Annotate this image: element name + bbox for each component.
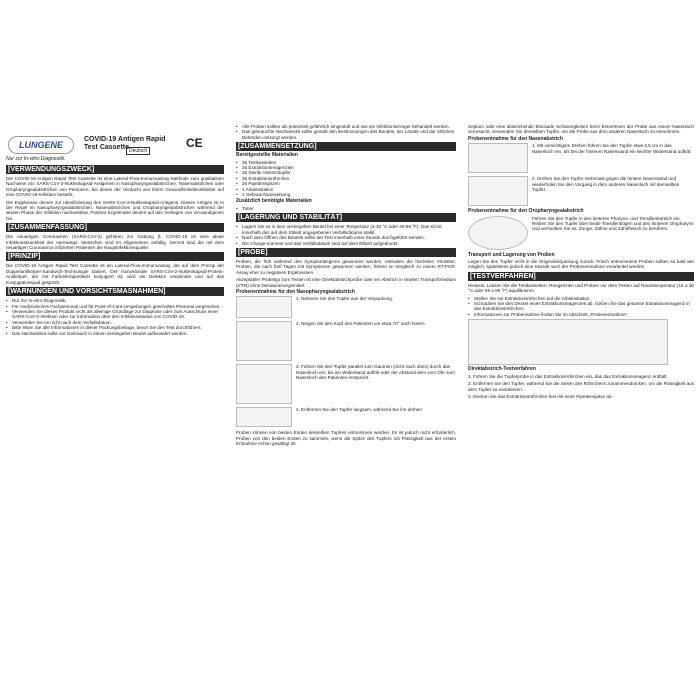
section-heading: [LAGERUNG UND STABILITÄT] <box>236 213 456 222</box>
list-item: • Die Charge-nummer und das Verfallsdatum sind auf dem Etikett aufgedruckt. <box>236 241 456 246</box>
header <box>6 136 224 156</box>
paragraph: Septum oder eine abweichende Blockade Schwierigkeiten beim Entnehmen der Probe aus einem Nasenloch verursacht, verwenden Sie denselben Tupfer, um die Probe aus dem anderen Nasenloch zu entnehmen. <box>468 124 694 135</box>
paragraph: Proben, die früh während des Symptombeginns gewonnen werden, enthalten die höchsten Virustiter; Proben, die nach fünf Tagen mit Symptomen gewonnen werden, führen im Vergleich zu einem RT-PCR-Assay eher zu negativen Ergebnissen. <box>236 258 456 275</box>
paragraph: 1. Führen Sie die Tupferprobe in das Extraktionsröhrchen ein, das das Extraktionsreagenz enthält. <box>468 373 668 379</box>
paragraph: Die COVID-19 Antigen Rapid Test Cassette ist ein Lateral-Flow-Immunoassay, der auf dem Prinzip der Doppelantikörper-Sandwich-Technologie basiert. Der monoklonale SARS-CoV-2-Nukleokapsid-Protein-Antikörper, der mit Farbmikropartikeln konjugiert ist, wird als Detektor verwendet und auf das Konjugationspad gesprüht. <box>6 263 224 285</box>
illustration <box>468 216 528 250</box>
step-row <box>468 216 694 250</box>
paragraph: Die Ergebnisse dienen zur Identifizierung des SARS-CoV-2-Nukleokapsid-Antigens. Dieses Antigen ist in der Regel im Nasopharyngealabstrichen, Nasenabstrichen und Oropharyngealabstrichen während der akuten Phase der Infektion nachweisbar. Positive Ergebnisse deuten auf das Vorliegen von Virusantigenen hin. <box>6 199 224 221</box>
paragraph: Akzeptabler Probetyp zum Testen ist eine Direktabstrichprobe oder ein Abstrich in viralem Transportmedium (VTM) ohne Denaturierungsmittel. <box>236 277 456 288</box>
list-item: • 25 Extraktionsröhrchen <box>236 176 456 181</box>
step-text: Führen Sie den Tupfer in den hinteren Pharynx- und Tonsillenbereich ein. Reiben Sie den Tupfer über beide Tonsillenbögen und den hinteren Oropharynx und vermeiden Sie es, Zunge, Zähne und Zahnfleisch zu berühren. <box>532 215 694 232</box>
section-heading: [ZUSAMMENSETZUNG] <box>236 142 456 151</box>
subheading: Probenentnahme für den Oropharyngealabstrich <box>468 208 584 215</box>
illustration <box>468 176 528 206</box>
illustration <box>468 143 528 173</box>
warnings-list <box>6 298 224 336</box>
subheading: Bereitgestellte Materialien <box>236 152 298 159</box>
product-title: COVID-19 Antigen Rapid Test Cassette <box>84 136 166 151</box>
paragraph: Hinweis: Lassen Sie die Testkassetten, Reagenzien und Proben vor dem Testen auf Raumtemperatur (15 ≥ 30 °C oder 59 ≥ 86 °F) äquilibrieren. <box>468 282 694 294</box>
paragraph: Die COVID-19 Antigen Rapid Test Cassette ist eine Lateral-Flow-Immunoassay-Methode zum qualitativen Nachweis von SARS-CoV-2-Nukleokapsid-Antigenen in Nasopharyngealabstrichen, Nasenabstrichen oder Oropharyngealabstrichen von Personen, bei denen der Verdacht von ihrem Gesundheitsdienstleister auf eine COVID-19-Infektion besteht. <box>6 176 224 198</box>
procedure-illustration <box>468 319 668 365</box>
list-item: • Verwenden Sie dieses Produkt nicht als alleinige Grundlage zur Diagnose oder zum Ausschluss einer SARS-CoV-2-Infektion oder zur Information über den Infektionsstatus von COVID-19. <box>6 309 224 320</box>
list-item: • 25 Pipettenspitzen <box>236 181 456 186</box>
list-item: • Informationen zur Probennahme finden Sie im Abschnitt „Probenentnahme“. <box>468 312 694 317</box>
subheading: Probenentnahme für den Nasenabstrich <box>468 135 564 142</box>
column-1 <box>6 163 224 338</box>
step-row <box>468 176 694 206</box>
illustration <box>236 296 292 318</box>
section-heading: [TESTVERFAHREN] <box>468 272 694 281</box>
paragraph: 2. Entfernen Sie den Tupfer, während Sie die Seiten des Röhrchens zusammendrücken, um die Flüssigkeit aus dem Tupfer zu extrahieren. <box>468 381 694 392</box>
illustration <box>236 321 292 361</box>
step-text: 4. Entfernen Sie den Tupfer langsam, während Sie ihn drehen. <box>296 407 424 413</box>
step-row <box>236 364 456 404</box>
section-heading: [PROBE] <box>236 248 456 257</box>
extra-list <box>236 206 456 211</box>
list-item: • Schrauben Sie den Deckel eines Extraktionsreagenzes ab. Geben Sie das gesamte Extraktionsreagenz in das Extraktionsröhrchen. <box>468 301 694 312</box>
paragraph: Legen Sie den Tupfer nicht in die Originalverpackung zurück. Frisch entnommene Proben sollten so bald wie möglich, spätestens jedoch eine Stunde nach der Probenentnahme verarbeitet werden. <box>468 259 694 270</box>
list-item: • Bitte lesen Sie alle Informationen in dieser Packungsbeilage, bevor Sie den Test durchführen. <box>6 325 224 330</box>
illustration <box>236 407 292 427</box>
paragraph: 3. Decken Sie das Extraktionsröhrchen fest mit einer Pipettenspitze ab. <box>468 393 613 399</box>
paragraph: Proben können von beiden Enden desselben Tupfers entnommen werden. Es ist jedoch nicht erforderlich, Proben von den beiden Enden zu sammeln, wenn die Spitze des Tupfers mit Flüssigkeit aus der ersten Entnahme echon gesättigt ist. <box>236 430 456 447</box>
storage-list <box>236 224 456 246</box>
step-text: 1. Nehmen Sie den Tupfer aus der Verpackung. <box>296 296 394 302</box>
materials-list <box>236 160 456 198</box>
step-row <box>236 407 456 427</box>
column-3 <box>468 124 694 401</box>
section-heading: [ZUSAMMENFASSUNG] <box>6 223 224 232</box>
list-item: • Alle Proben sollten als potenziell gefährlich eingestuft und wie ein Infektionserreger behandelt werden. <box>236 124 456 129</box>
step-text: 1. Mit vorsichtigem Drehen führen Sie den Tupfer etwa 2,5 cm in das Nasenloch ein, bis bei der hinteren Nasenwand ein leichter Widerstand auftritt. <box>532 143 692 154</box>
ivd-note: Nur zur In-vitro-Diagnostik. <box>6 156 66 162</box>
subheading: Zusätzlich benötigte Materialien <box>236 198 312 205</box>
section-heading: [PRINZIP] <box>6 252 224 261</box>
list-item: • 1 Arbeitsstation <box>236 187 456 192</box>
list-item: • Lagern Sie es in dem versiegelten Beutel bei einer Temperatur (4-30 °C oder 40-86 °F). Das Kit ist innerhalb des auf dem Etikett angegebenen Verfallsdatums stabil. <box>236 224 456 235</box>
column-2 <box>236 124 456 449</box>
list-item: • 25 Testkassetten <box>236 160 456 165</box>
step-text: 2. Neigen Sie den Kopf des Patienten um etwa 70° nach hinten. <box>296 321 426 327</box>
list-item: • Timer <box>236 206 456 211</box>
list-item: • Das gebrauchte Nachweiskit sollte gemäß den Bestimmungen des Bundes, der Länder und der örtlichen Behörden entsorgt werden. <box>236 129 456 140</box>
section-heading: [VERWENDUNGSZWECK] <box>6 165 224 174</box>
list-item: • 25 Sterile Abstrichtupfer <box>236 170 456 175</box>
list-item: • Nach dem Öffnen des Beutels sollte der Test innerhalb einer Stunde durchgeführt werden. <box>236 235 456 240</box>
brand-logo: LUNGENE <box>8 136 74 154</box>
list-item: • Stellen Sie ein Extraktionsröhrchen auf die Arbeitsstation. <box>468 296 694 301</box>
step-row <box>236 296 456 318</box>
procedure-list <box>468 296 694 318</box>
list-item: • Nur zur In-vitro-Diagnostik. <box>6 298 224 303</box>
ce-mark: CE <box>186 136 203 150</box>
paragraph: Die neuartigen Coronaviren (SARS-CoV-2) gehören zur Gattung β. COVID-19 ist eine akute Infektionskrankheit der Atemwege. Menschen sind im Allgemeinen anfällig. Derzeit sind die mit dem neuartigen Coronavirus infizierten Patienten die Hauptinfektionsquelle. <box>6 234 224 251</box>
illustration <box>236 364 292 404</box>
section-heading: [WARNUNGEN UND VORSICHTSMASNAHMEN] <box>6 287 224 296</box>
list <box>236 124 456 140</box>
list-item: • Das Nachweiskit sollte vor Gebrauch in einem versiegelten Beutel aufbewahrt werden. <box>6 331 224 336</box>
subheading: Transport und Lagerung von Proben <box>468 251 555 258</box>
list-item: • 25 Extraktionsreagenzien <box>236 165 456 170</box>
step-text: 3. Führen Sie den Tupfer parallel zum Gaumen (nicht nach oben) durch das Nasenloch ein, bis ein Widerstand auftritt oder der Abstand dem vom Ohr zum Nasenloch des Patienten entspricht. <box>296 364 455 381</box>
language-tag: Deutsch <box>126 147 150 155</box>
list-item: • Verwenden Sie es nicht nach dem Verfallsdatum. <box>6 320 224 325</box>
subheading: Direktabstrich-Testverfahren <box>468 366 536 373</box>
list-item: • 1 Gebrauchsanweisung <box>236 192 456 197</box>
step-row <box>468 143 694 173</box>
step-text: 2. Drehen Sie den Tupfer mehrmals gegen die hintere Nasenwand und wiederholen Sie den Vorgang in dem anderen Nasenloch mit demselben Tupfer. <box>532 176 680 193</box>
subheading: Probenentnahme für den Nasopharyngealabstrich <box>236 288 355 295</box>
list-item: • Für medizinisches Fachpersonal und für Point-of-Care-Umgebungen geschultes Personal vorgesehen. <box>6 304 224 309</box>
step-row <box>236 321 456 361</box>
